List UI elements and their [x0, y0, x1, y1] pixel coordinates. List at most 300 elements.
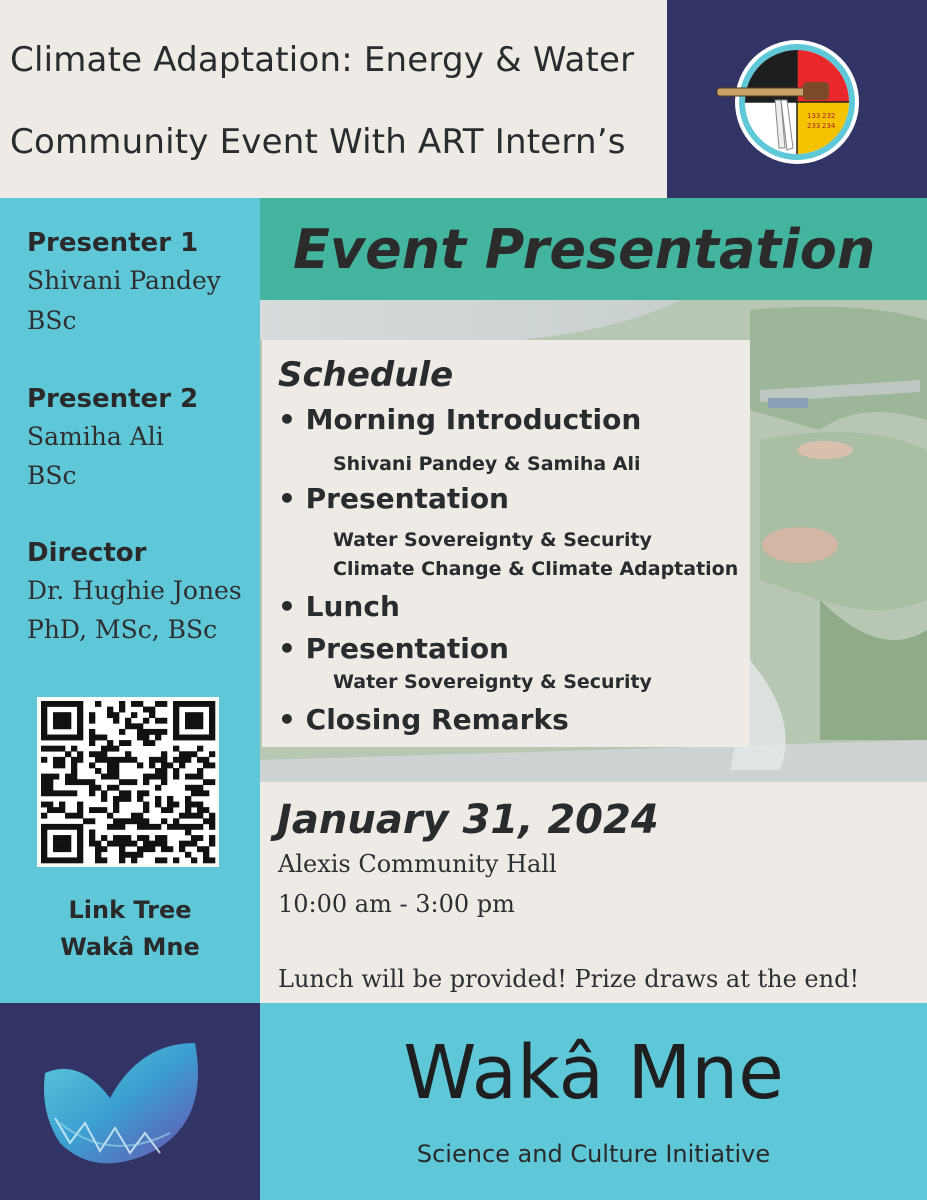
qr-module — [209, 723, 215, 729]
qr-module — [53, 846, 59, 852]
qr-module — [41, 802, 47, 808]
qr-module — [89, 712, 95, 718]
qr-module — [65, 735, 71, 741]
qr-module — [209, 701, 215, 707]
qr-module — [41, 712, 47, 718]
qr-module — [173, 824, 179, 830]
qr-module — [161, 835, 167, 841]
qr-module — [137, 762, 143, 768]
emblem-panel — [667, 0, 927, 198]
qr-module — [101, 796, 107, 802]
qr-module — [113, 824, 119, 830]
qr-module — [197, 746, 203, 752]
qr-module — [137, 723, 143, 729]
qr-module — [179, 701, 185, 707]
qr-module — [101, 846, 107, 852]
qr-module — [173, 818, 179, 824]
qr-module — [47, 735, 53, 741]
qr-module — [107, 824, 113, 830]
qr-module — [185, 774, 191, 780]
qr-module — [155, 774, 161, 780]
qr-module — [53, 712, 59, 718]
qr-module — [71, 762, 77, 768]
qr-module — [101, 857, 107, 863]
qr-module — [137, 735, 143, 741]
qr-module — [173, 746, 179, 752]
qr-module — [41, 841, 47, 847]
qr-module — [95, 857, 101, 863]
qr-module — [203, 701, 209, 707]
qr-module — [107, 712, 113, 718]
qr-module — [155, 824, 161, 830]
qr-module — [197, 712, 203, 718]
qr-module — [125, 841, 131, 847]
qr-module — [197, 785, 203, 791]
qr-module — [191, 813, 197, 819]
qr-module — [203, 790, 209, 796]
qr-module — [107, 768, 113, 774]
qr-module — [131, 701, 137, 707]
qr-module — [41, 813, 47, 819]
qr-module — [107, 740, 113, 746]
qr-module — [71, 768, 77, 774]
qr-module — [53, 841, 59, 847]
qr-module — [191, 723, 197, 729]
qr-module — [125, 751, 131, 757]
qr-module — [65, 790, 71, 796]
qr-module — [167, 802, 173, 808]
qr-module — [71, 746, 77, 752]
qr-module — [41, 846, 47, 852]
qr-module — [185, 735, 191, 741]
qr-module — [77, 841, 83, 847]
qr-module — [143, 774, 149, 780]
qr-module — [119, 701, 125, 707]
schedule-item-closing-remarks: • Closing Remarks — [278, 703, 569, 736]
qr-module — [41, 779, 47, 785]
qr-module — [161, 757, 167, 763]
qr-module — [173, 707, 179, 713]
qr-module — [95, 757, 101, 763]
qr-module — [191, 751, 197, 757]
emblem-number-2: 232 — [822, 112, 836, 120]
presenter2-heading: Presenter 2 — [27, 384, 199, 414]
qr-module — [131, 841, 137, 847]
qr-module — [209, 818, 215, 824]
qr-module — [65, 824, 71, 830]
qr-module — [167, 824, 173, 830]
qr-module — [107, 841, 113, 847]
qr-module — [209, 751, 215, 757]
qr-module — [59, 802, 65, 808]
qr-module — [71, 813, 77, 819]
qr-module — [59, 824, 65, 830]
qr-module — [155, 735, 161, 741]
qr-module — [179, 824, 185, 830]
qr-module — [203, 762, 209, 768]
event-title: Event Presentation — [293, 218, 876, 281]
qr-module — [89, 807, 95, 813]
qr-module — [53, 757, 59, 763]
qr-module — [53, 746, 59, 752]
schedule-item-presentation-1-sub2: Climate Change & Climate Adaptation — [333, 558, 739, 580]
qr-module — [77, 779, 83, 785]
qr-module — [173, 857, 179, 863]
qr-code-graphic — [37, 697, 219, 867]
qr-module — [197, 807, 203, 813]
qr-module — [191, 712, 197, 718]
qr-module — [155, 835, 161, 841]
qr-module — [47, 807, 53, 813]
qr-module — [107, 757, 113, 763]
qr-module — [125, 790, 131, 796]
qr-module — [149, 707, 155, 713]
qr-module — [59, 701, 65, 707]
qr-module — [149, 740, 155, 746]
qr-module — [53, 790, 59, 796]
director-heading: Director — [27, 538, 147, 568]
qr-module — [209, 813, 215, 819]
qr-module — [119, 729, 125, 735]
qr-module — [197, 813, 203, 819]
qr-module — [119, 740, 125, 746]
qr-module — [185, 701, 191, 707]
qr-module — [53, 857, 59, 863]
qr-module — [185, 718, 191, 724]
qr-module — [173, 757, 179, 763]
qr-module — [41, 723, 47, 729]
qr-module — [185, 757, 191, 763]
qr-module — [197, 774, 203, 780]
qr-module — [47, 746, 53, 752]
qr-module — [191, 824, 197, 830]
qr-module — [185, 807, 191, 813]
qr-module — [71, 857, 77, 863]
qr-module — [209, 729, 215, 735]
qr-module — [41, 718, 47, 724]
qr-module — [209, 857, 215, 863]
qr-module — [197, 846, 203, 852]
qr-module — [113, 774, 119, 780]
qr-module — [149, 762, 155, 768]
qr-module — [119, 818, 125, 824]
qr-module — [77, 707, 83, 713]
qr-module — [197, 723, 203, 729]
qr-module — [65, 701, 71, 707]
qr-module — [143, 846, 149, 852]
qr-module — [179, 846, 185, 852]
qr-module — [107, 785, 113, 791]
qr-module — [203, 779, 209, 785]
qr-module — [179, 841, 185, 847]
qr-module — [125, 835, 131, 841]
qr-module — [179, 762, 185, 768]
qr-module — [143, 718, 149, 724]
qr-module — [119, 707, 125, 713]
qr-module — [95, 852, 101, 858]
qr-module — [95, 751, 101, 757]
qr-module — [59, 746, 65, 752]
qr-module — [59, 723, 65, 729]
qr-module — [77, 852, 83, 858]
qr-module — [137, 796, 143, 802]
director-degrees: PhD, MSc, BSc — [27, 615, 218, 644]
qr-module — [161, 701, 167, 707]
qr-module — [167, 762, 173, 768]
qr-module — [203, 857, 209, 863]
qr-module — [179, 751, 185, 757]
qr-module — [113, 762, 119, 768]
qr-module — [65, 723, 71, 729]
qr-module — [149, 757, 155, 763]
qr-module — [191, 701, 197, 707]
qr-module — [161, 774, 167, 780]
director-name: Dr. Hughie Jones — [27, 576, 242, 605]
qr-module — [137, 701, 143, 707]
qr-module — [191, 841, 197, 847]
qr-module — [65, 779, 71, 785]
qr-module — [209, 779, 215, 785]
qr-module — [41, 824, 47, 830]
qr-module — [119, 790, 125, 796]
qr-module — [197, 790, 203, 796]
qr-module — [53, 718, 59, 724]
qr-module — [101, 790, 107, 796]
qr-module — [71, 757, 77, 763]
qr-module — [119, 852, 125, 858]
schedule-item-morning-intro-sub: Shivani Pandey & Samiha Ali — [333, 453, 641, 475]
qr-module — [59, 835, 65, 841]
schedule-item-presentation-2: • Presentation — [278, 632, 509, 665]
qr-module — [113, 807, 119, 813]
qr-module — [155, 757, 161, 763]
qr-module — [77, 846, 83, 852]
qr-module — [47, 857, 53, 863]
qr-module — [77, 835, 83, 841]
qr-module — [143, 740, 149, 746]
qr-module — [185, 785, 191, 791]
qr-module — [47, 701, 53, 707]
qr-module — [197, 824, 203, 830]
qr-module — [47, 785, 53, 791]
qr-module — [65, 813, 71, 819]
qr-module — [95, 785, 101, 791]
qr-module — [209, 824, 215, 830]
qr-module — [137, 813, 143, 819]
qr-module — [185, 751, 191, 757]
qr-module — [155, 718, 161, 724]
qr-module — [71, 701, 77, 707]
qr-module — [125, 779, 131, 785]
presenter1-name: Shivani Pandey — [27, 266, 221, 295]
qr-module — [173, 729, 179, 735]
qr-module — [197, 701, 203, 707]
qr-module — [83, 818, 89, 824]
qr-module — [65, 841, 71, 847]
qr-module — [191, 785, 197, 791]
schedule-item-lunch: • Lunch — [278, 590, 400, 623]
event-date: January 31, 2024 — [277, 797, 659, 843]
emblem-number-1: 133 — [807, 112, 821, 120]
qr-module — [59, 841, 65, 847]
qr-module — [59, 857, 65, 863]
qr-module — [47, 824, 53, 830]
qr-module — [191, 857, 197, 863]
qr-module — [107, 762, 113, 768]
brand-subtitle: Science and Culture Initiative — [416, 1140, 771, 1168]
qr-module — [107, 746, 113, 752]
qr-module — [167, 807, 173, 813]
qr-code-icon[interactable] — [37, 697, 219, 867]
qr-module — [53, 835, 59, 841]
qr-module — [125, 818, 131, 824]
qr-module — [41, 707, 47, 713]
qr-module — [149, 774, 155, 780]
qr-module — [125, 757, 131, 763]
qr-module — [131, 723, 137, 729]
qr-module — [149, 729, 155, 735]
event-location: Alexis Community Hall — [278, 850, 557, 878]
qr-module — [155, 729, 161, 735]
qr-module — [71, 824, 77, 830]
qr-module — [89, 762, 95, 768]
qr-module — [131, 852, 137, 858]
qr-module — [71, 774, 77, 780]
qr-module — [89, 790, 95, 796]
qr-module — [89, 829, 95, 835]
qr-module — [47, 779, 53, 785]
qr-module — [143, 818, 149, 824]
schedule-title: Schedule — [278, 355, 454, 395]
qr-module — [155, 802, 161, 808]
qr-module — [209, 718, 215, 724]
qr-module — [191, 790, 197, 796]
qr-module — [83, 779, 89, 785]
qr-module — [53, 701, 59, 707]
qr-module — [161, 841, 167, 847]
qr-module — [143, 802, 149, 808]
qr-module — [119, 857, 125, 863]
presenter2-name: Samiha Ali — [27, 422, 164, 451]
qr-module — [59, 846, 65, 852]
qr-module — [101, 774, 107, 780]
qr-module — [203, 807, 209, 813]
footer-logo-panel — [0, 1003, 260, 1200]
qr-module — [77, 857, 83, 863]
medicine-wheel-emblem-icon — [667, 0, 927, 198]
qr-module — [89, 751, 95, 757]
qr-module — [161, 751, 167, 757]
qr-module — [137, 835, 143, 841]
qr-module — [137, 824, 143, 830]
qr-module — [101, 835, 107, 841]
qr-module — [77, 718, 83, 724]
qr-module — [53, 824, 59, 830]
qr-module — [47, 802, 53, 808]
qr-module — [173, 712, 179, 718]
qr-module — [173, 735, 179, 741]
qr-module — [185, 723, 191, 729]
title-line-1: Climate Adaptation: Energy & Water — [10, 40, 635, 80]
qr-module — [143, 807, 149, 813]
qr-module — [41, 852, 47, 858]
qr-module — [113, 718, 119, 724]
qr-module — [185, 841, 191, 847]
qr-module — [143, 790, 149, 796]
qr-module — [173, 768, 179, 774]
qr-module — [113, 785, 119, 791]
qr-module — [95, 701, 101, 707]
link-tree-line1[interactable]: Link Tree — [68, 896, 192, 924]
qr-module — [65, 718, 71, 724]
qr-module — [59, 762, 65, 768]
qr-module — [179, 813, 185, 819]
qr-module — [59, 735, 65, 741]
qr-module — [167, 846, 173, 852]
qr-module — [89, 740, 95, 746]
schedule-item-presentation-2-sub1: Water Sovereignty & Security — [333, 671, 652, 693]
qr-module — [203, 818, 209, 824]
qr-module — [197, 802, 203, 808]
qr-module — [209, 762, 215, 768]
qr-module — [131, 857, 137, 863]
qr-module — [161, 729, 167, 735]
qr-module — [95, 841, 101, 847]
qr-module — [209, 735, 215, 741]
qr-module — [101, 807, 107, 813]
qr-module — [203, 852, 209, 858]
qr-module — [113, 835, 119, 841]
qr-module — [107, 813, 113, 819]
qr-module — [191, 718, 197, 724]
qr-module — [77, 802, 83, 808]
qr-module — [185, 813, 191, 819]
presenter2-degree: BSc — [27, 461, 77, 490]
qr-module — [191, 774, 197, 780]
qr-module — [197, 718, 203, 724]
qr-module — [197, 835, 203, 841]
qr-module — [101, 746, 107, 752]
qr-module — [161, 768, 167, 774]
qr-module — [107, 707, 113, 713]
qr-module — [113, 712, 119, 718]
qr-module — [137, 852, 143, 858]
qr-module — [191, 835, 197, 841]
qr-module — [131, 813, 137, 819]
qr-module — [203, 757, 209, 763]
qr-module — [149, 824, 155, 830]
link-tree-line2[interactable]: Wakâ Mne — [60, 933, 200, 961]
qr-module — [155, 857, 161, 863]
qr-module — [101, 735, 107, 741]
qr-module — [89, 785, 95, 791]
qr-module — [143, 824, 149, 830]
qr-module — [161, 762, 167, 768]
qr-module — [125, 852, 131, 858]
qr-module — [95, 807, 101, 813]
qr-module — [209, 707, 215, 713]
presenter1-heading: Presenter 1 — [27, 228, 199, 258]
schedule-item-presentation-1: • Presentation — [278, 482, 509, 515]
qr-module — [125, 740, 131, 746]
qr-module — [95, 768, 101, 774]
qr-module — [77, 757, 83, 763]
qr-module — [173, 723, 179, 729]
qr-module — [113, 818, 119, 824]
qr-module — [65, 857, 71, 863]
qr-module — [143, 735, 149, 741]
qr-module — [41, 829, 47, 835]
